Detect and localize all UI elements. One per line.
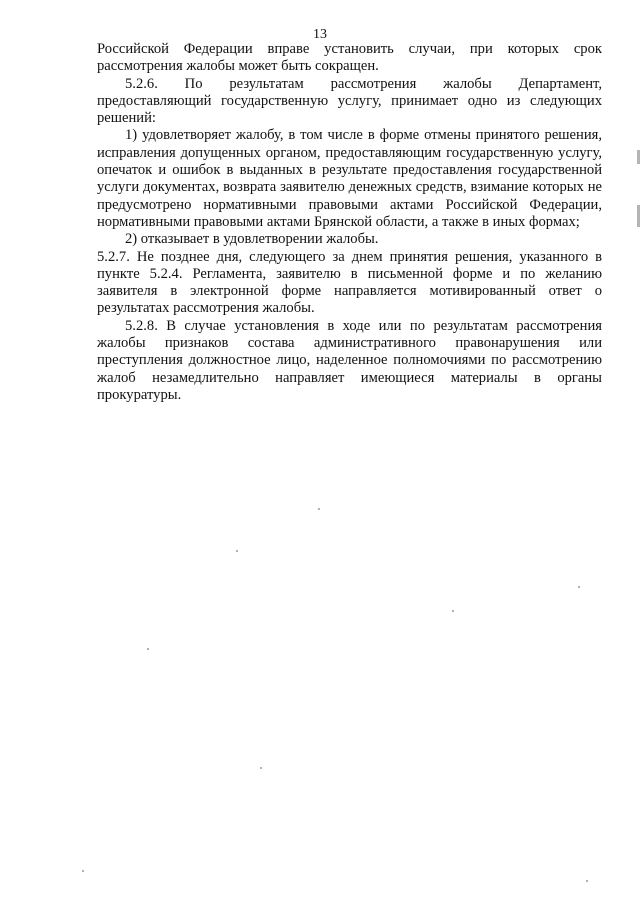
list-item-2: 2) отказывает в удовлетворении жалобы. <box>125 231 379 248</box>
scan-speck <box>452 610 454 612</box>
scan-speck <box>578 586 580 588</box>
scan-speck <box>318 508 320 510</box>
paragraph-5-2-7: 5.2.7. Не позднее дня, следующего за днем принятия решения, указанного в пункте 5.2.4. Регламента, заявителю в письменной форме и по желанию заявителя в электронной форме направляется мотивированный ответ о результатах рассмотрения жалобы. <box>97 248 602 317</box>
paragraph-5-2-8: 5.2.8. В случае установления в ходе или по результатам рассмотрения жалобы признаков состава административного правонарушения или преступления должностное лицо, наделенное полномочиями по рассмотрению жалоб незамедлительно направляет имеющиеся материалы в органы прокуратуры. <box>97 317 602 403</box>
paragraph-continuation: Российской Федерации вправе установить случаи, при которых срок рассмотрения жалобы может быть сокращен. <box>97 41 602 75</box>
document-body <box>97 41 602 404</box>
scan-speck <box>236 550 238 552</box>
scan-speck <box>586 880 588 882</box>
paragraph-5-2-6: 5.2.6. По результатам рассмотрения жалобы Департамент, предоставляющий государственную услугу, принимает одно из следующих решений: <box>97 75 602 127</box>
page-number: 13 <box>313 27 327 42</box>
scan-speck <box>260 767 262 769</box>
list-item-1: 1) удовлетворяет жалобу, в том числе в форме отмены принятого решения, исправления допущенных органом, предоставляющим государственную услугу, опечаток и ошибок в выданных в результате предоставления государственной услуги документах, возврата заявителю денежных средств, взимание которых не предусмотрено нормативными правовыми актами Российской Федерации, нормативными правовыми актами Брянской области, а также в иных формах; <box>97 127 602 230</box>
scan-speck <box>147 648 149 650</box>
scan-speck <box>82 870 84 872</box>
